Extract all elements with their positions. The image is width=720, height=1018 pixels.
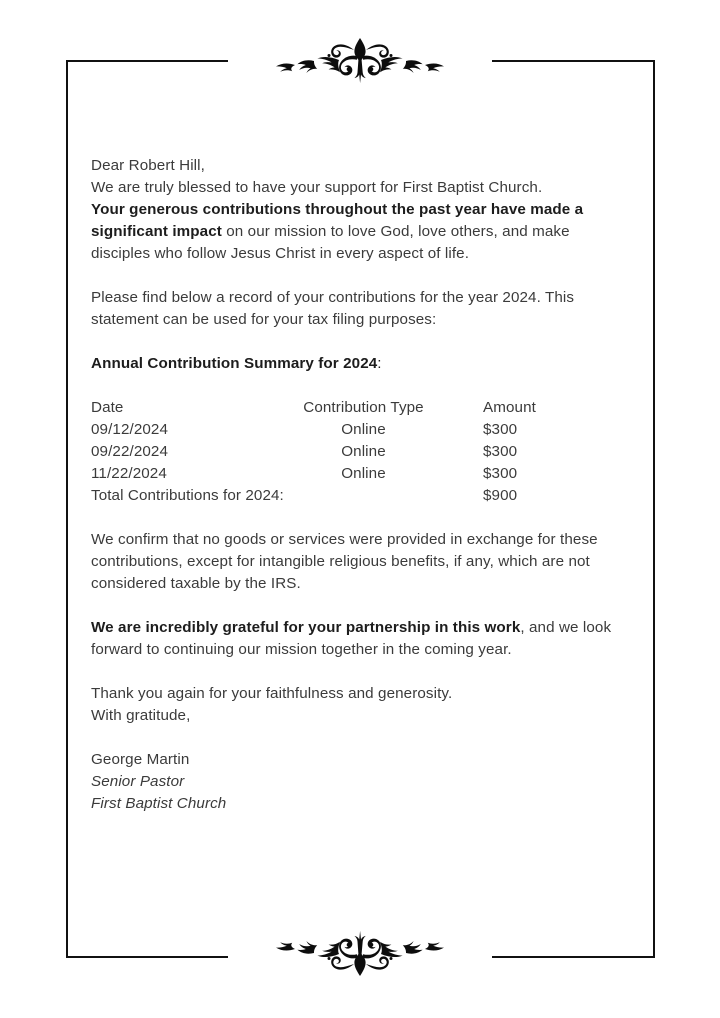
column-header-type: Contribution Type: [303, 399, 424, 416]
salutation-text: Dear Robert Hill,: [91, 157, 205, 174]
table-header-row: [91, 397, 561, 419]
contribution-table: [91, 397, 561, 507]
total-amount: $900: [483, 487, 518, 504]
salutation: [91, 155, 631, 177]
table-row: [91, 441, 561, 463]
purpose-paragraph: Please find below a record of your contributions for the year 2024. This statement can be used for your tax filing purposes:: [91, 289, 575, 328]
intro-rest: on our mission to love God, love others, and make disciples who follow Jesus Christ in every aspect of life.: [91, 223, 570, 262]
cell-amount: $300: [483, 465, 518, 482]
cell-type: Online: [341, 421, 386, 438]
bottom-rule-gap: [228, 953, 492, 963]
cell-date: 09/22/2024: [91, 443, 169, 460]
letter-body: [91, 155, 631, 815]
gratitude-rest: , and we look forward to continuing our mission together in the coming year.: [91, 619, 612, 658]
table-row: [91, 419, 561, 441]
gratitude-paragraph: [91, 617, 631, 661]
closing-line1: Thank you again for your faithfulness and generosity.: [91, 685, 453, 702]
closing-line2: With gratitude,: [91, 707, 191, 724]
column-header-amount: Amount: [483, 399, 536, 416]
cell-amount: $300: [483, 421, 518, 438]
cell-date: 09/12/2024: [91, 421, 169, 438]
cell-amount: $300: [483, 443, 518, 460]
column-header-date: Date: [91, 399, 124, 416]
intro-bold-emphasis: Your generous contributions throughout the past year have made a significant impact: [91, 201, 584, 240]
summary-heading: [91, 353, 631, 375]
cell-type: Online: [341, 465, 386, 482]
table-row: [91, 463, 561, 485]
summary-heading-colon: :: [377, 355, 382, 372]
closing-paragraph: [91, 683, 631, 727]
table-total-row: [91, 485, 561, 507]
total-label: Total Contributions for 2024:: [91, 487, 284, 504]
signer-organization: First Baptist Church: [91, 795, 227, 812]
signer-title: Senior Pastor: [91, 773, 185, 790]
signer-name: George Martin: [91, 751, 190, 768]
cell-type: Online: [341, 443, 386, 460]
intro-line1: We are truly blessed to have your support for First Baptist Church.: [91, 179, 543, 196]
gratitude-bold-emphasis: We are incredibly grateful for your partnership in this work: [91, 619, 521, 636]
cell-date: 11/22/2024: [91, 465, 167, 482]
disclaimer-paragraph: We confirm that no goods or services were provided in exchange for these contributions, except for intangible religious benefits, if any, which are not considered taxable by the IRS.: [91, 531, 598, 592]
intro-paragraph: [91, 177, 631, 265]
signature-block: [91, 749, 631, 815]
top-rule-gap: [228, 55, 492, 65]
summary-heading-bold: Annual Contribution Summary for 2024: [91, 355, 378, 372]
